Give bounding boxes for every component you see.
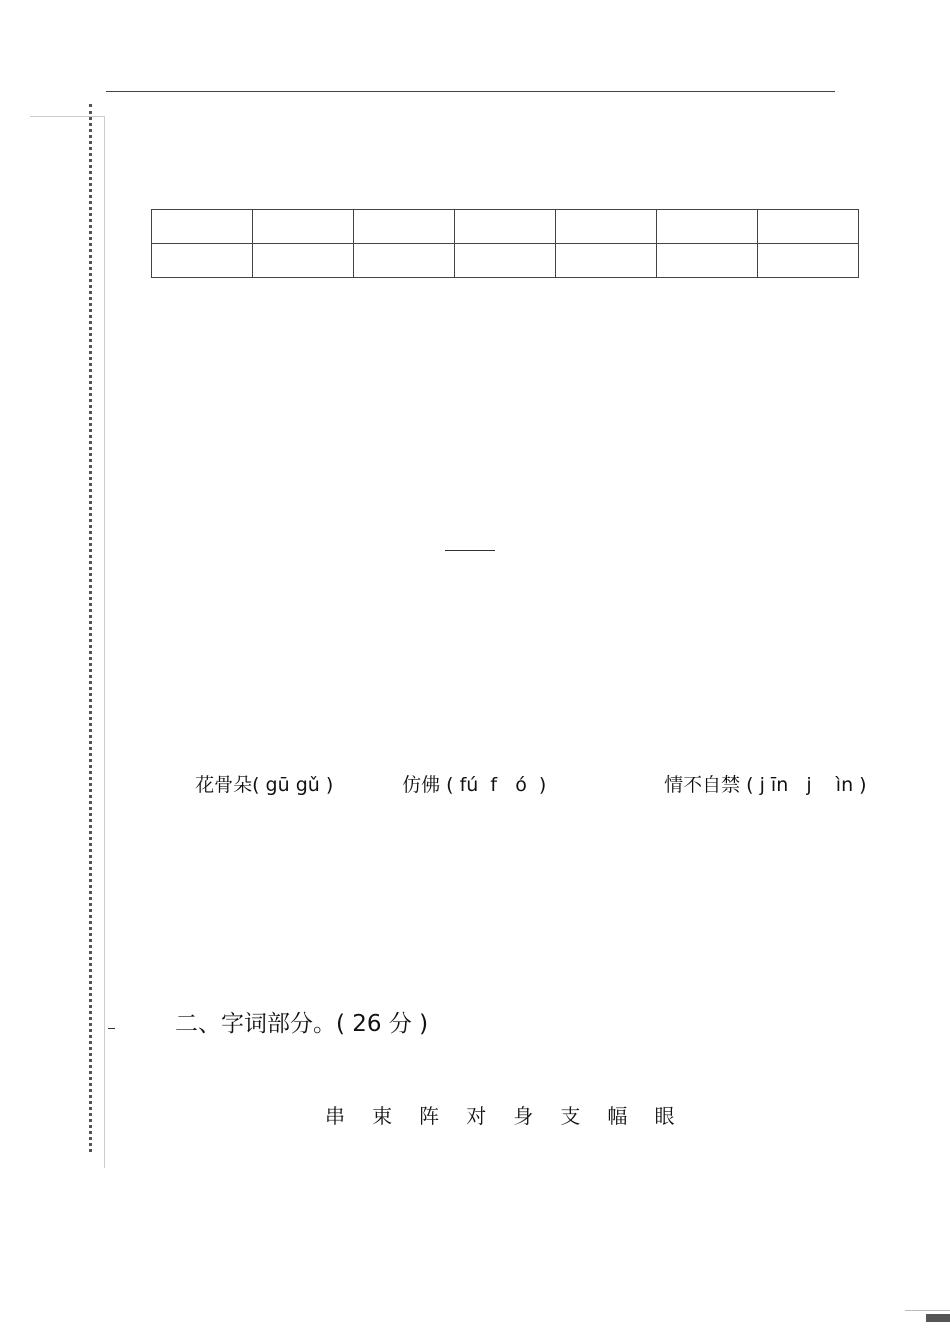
pinyin-word: 情不自禁 xyxy=(664,774,741,796)
table-cell[interactable] xyxy=(758,244,859,278)
section-title: 二、字词部分。( 26 分 ) xyxy=(175,1011,429,1037)
table-cell[interactable] xyxy=(253,210,354,244)
table-row xyxy=(152,244,859,278)
fill-in-blank-line[interactable] xyxy=(445,550,495,551)
table-cell[interactable] xyxy=(253,244,354,278)
margin-corner-line xyxy=(90,116,104,117)
pinyin-item-qingbuzijin xyxy=(652,748,867,797)
table-cell[interactable] xyxy=(556,244,657,278)
pinyin-word: 花骨朵 xyxy=(195,774,253,796)
page-corner-line xyxy=(905,1310,950,1311)
table-cell[interactable] xyxy=(354,210,455,244)
table-cell[interactable] xyxy=(657,244,758,278)
pinyin-word: 仿佛 xyxy=(402,774,441,796)
table-cell[interactable] xyxy=(152,244,253,278)
pinyin-options: ( gū gǔ ) xyxy=(252,774,334,796)
margin-dash xyxy=(108,1028,115,1029)
table-cell[interactable] xyxy=(556,210,657,244)
table-cell[interactable] xyxy=(657,210,758,244)
header-rule xyxy=(106,91,835,92)
binding-dotted-line xyxy=(89,104,92,1152)
table-cell[interactable] xyxy=(455,244,556,278)
pinyin-options: ( j īn j ìn ) xyxy=(746,774,867,796)
table-cell[interactable] xyxy=(758,210,859,244)
pinyin-item-huaguduo xyxy=(183,748,333,797)
score-table xyxy=(151,209,859,278)
margin-line xyxy=(104,116,105,1168)
table-row xyxy=(152,210,859,244)
table-cell[interactable] xyxy=(152,210,253,244)
page-corner-mark xyxy=(926,1314,950,1322)
margin-top-line xyxy=(30,116,90,117)
pinyin-options: ( fú f ó ) xyxy=(446,774,547,796)
table-cell[interactable] xyxy=(455,210,556,244)
table-cell[interactable] xyxy=(354,244,455,278)
pinyin-item-fangfu xyxy=(390,748,546,797)
character-list: 串 束 阵 对 身 支 幅 眼 xyxy=(325,1104,677,1128)
